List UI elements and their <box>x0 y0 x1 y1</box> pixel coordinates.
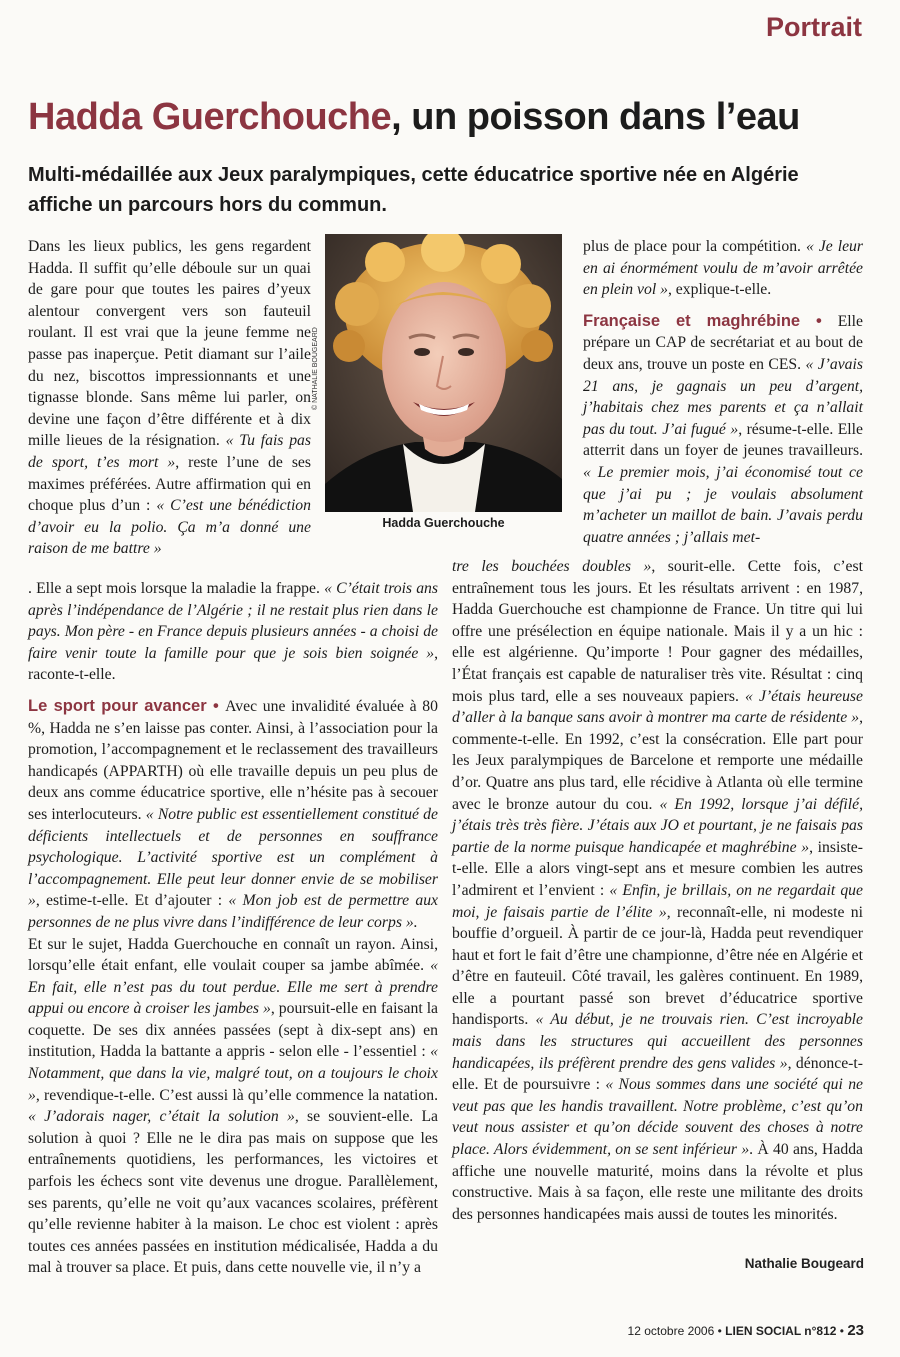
quote: « Je leur en ai énormément voulu de m’avoir arrêtée en plein vol » <box>583 238 864 299</box>
subhead: Multi-médaillée aux Jeux paralympiques, cette éducatrice sportive née en Algérie affiche un parcours hors du commun. <box>28 164 799 216</box>
bullet: • <box>800 311 838 330</box>
text-run: , raconte-t-elle. <box>28 644 438 684</box>
photo-credit: © NATHALIE BOUGEARD <box>312 327 319 410</box>
column-left <box>28 578 438 1279</box>
quote: « Enfin, je brillais, on ne regardait que moi, je faisais partie de l’élite » <box>452 881 863 921</box>
spacer <box>583 301 863 311</box>
headline-name: Hadda Guerchouche <box>28 96 392 138</box>
text-run: plus de place pour la compétition. <box>583 238 806 255</box>
column-right-top <box>583 236 863 548</box>
paragraph <box>583 236 863 301</box>
quote: « En 1992, lorsque j’ai défilé, j’étais très très fière. J’étais aux JO et pourtant, je ne faisais pas partie de la norme puisque handicapée et maghrébine » <box>452 795 863 856</box>
text-run: , sourit-elle. Cette fois, c’est entraînement tous les jours. Et les résultats arrivent : en 1987, Hadda Guerchouche est championne de France. Un titre qui lui offre une présélection en équipe nationale. Mais il y a un hic : elle est algérienne. Qu’importe ! Pour gagner des médailles, l’État français est capable de naturaliser très vite. Résultat : cinq mois plus tard, elle a ses nouveaux papiers. <box>452 558 863 705</box>
text-run: Elle prépare un CAP de secrétariat et au bout de deux ans, trouve un poste en CES. <box>583 312 863 373</box>
headline <box>28 96 878 139</box>
quote: « Mon job est de permettre aux personnes de ne plus vivre dans l’indifférence de leur corps ». <box>28 892 439 931</box>
quote: « Nous sommes dans une société qui ne veut pas que les handis travaillent. Notre problème, c’est qu’on veut nous assister et qu’on décide souvent des choses à notre place. Alors évidemment, on se sent inférieur » <box>452 1076 864 1159</box>
footer-separator: • <box>714 1324 726 1338</box>
column-right <box>452 556 863 1225</box>
paragraph <box>583 311 863 549</box>
text-run: Dans les lieux publics, les gens regardent Hadda. Il suffit qu’elle déboule sur un quai de gare pour que toutes les paires d’yeux alentour convergent vers son fauteuil roulant. Il est vrai que la jeune femme ne passe pas inaperçue. Petit diamant sur l’aile du nez, biscottos impressionnants et une tignasse blonde. Sans même lui parler, on devine une façon d’être différente et à dix mille lieues de la résignation. <box>28 238 311 450</box>
section-label: Portrait <box>765 12 862 42</box>
quote: « En fait, elle n’est pas du tout perdue. Elle me sert à prendre appui ou encore à croiser les jambes » <box>28 957 438 1018</box>
column-intro <box>28 236 311 560</box>
quote: « Le premier mois, j’ai économisé tout ce que j’ai pu ; je voulais absolument m’acheter un maillot de bain. J’avais perdu quatre années ; j’allais met- <box>583 463 863 546</box>
page-number: 23 <box>847 1322 864 1339</box>
text-run: , explique-t-elle. <box>667 281 772 299</box>
quote: « Tu fais pas de sport, t’es mort » <box>28 432 311 471</box>
text-run: , dénonce-t-elle. Et de poursuivre : <box>452 1054 863 1094</box>
quote: « C’est une bénédiction d’avoir eu la polio. Ça m’a donné une raison de me battre » <box>28 497 311 558</box>
text-run: , commente-t-elle. En 1992, c’est la consécration. Elle part pour les Jeux paralympiques de Barcelone et remporte une médaille d’or. Quatre ans plus tard, elle récidive à Atlanta où elle termine avec le bronze autour du cou. <box>452 709 863 813</box>
text-run: , estime-t-elle. Et d’ajouter : <box>35 892 229 910</box>
quote: « J’avais 21 ans, je gagnais un peu d’argent, j’habitais chez mes parents et ça n’allait pas du tout. J’ai fugué » <box>583 355 863 438</box>
quote: « Au début, je ne trouvais rien. C’est incroyable mais dans les structures qui accueillent des personnes handicapées, ils préfèrent prendre des gens valides » <box>452 1011 863 1072</box>
paragraph <box>452 556 863 1225</box>
text-run: , reconnaît-elle, ni modeste ni bouffie d’orgueil. À partir de ce jour-là, Hadda peut revendiquer haut et fort le fait d’être une championne, d’être née en Algérie et d’être en fauteuil. Côté travail, les galères continuent. En 1989, elle a pourtant passé son brevet d’éducatrice sportive handisports. <box>452 903 863 1029</box>
text-run: , poursuit-elle en faisant la coquette. De ses dix années passées (sept à dix-sept ans) en institution, Hadda la battante a appris - selon elle - l’essentiel : <box>28 1000 439 1061</box>
paragraph <box>28 696 438 934</box>
text-run: , reste l’une de ses maximes préférées. Autre affirmation qui en choque plus d’un : <box>28 453 311 515</box>
bullet: • <box>206 696 226 715</box>
text-run: , insiste-t-elle. Elle a alors vingt-sept ans et mesure combien les autres l’admirent et l’envient : <box>452 838 863 899</box>
footer-separator: • <box>836 1324 848 1338</box>
photo-caption: Hadda Guerchouche <box>382 516 505 530</box>
quote: « Notamment, que dans la vie, malgré tout, on a toujours le choix » <box>28 1043 438 1104</box>
quote: « J’étais heureuse d’aller à la banque sans avoir à montrer ma carte de résidente » <box>452 687 863 727</box>
quote: « J’adorais nager, c’était la solution » <box>28 1108 295 1126</box>
text-run: Et sur le sujet, Hadda Guerchouche en connaît un rayon. Ainsi, lorsqu’elle était enfant, elle voulait couper sa jambe abîmée. <box>28 935 438 975</box>
paragraph <box>28 934 438 1280</box>
issue-date: 12 octobre 2006 <box>627 1324 715 1338</box>
paragraph <box>28 578 438 686</box>
magazine-name: LIEN SOCIAL n°812 <box>725 1324 837 1338</box>
portrait-illustration <box>325 234 562 512</box>
text-run: , revendique-t-elle. C’est aussi là qu’elle commence la natation. <box>35 1086 438 1104</box>
page-footer <box>628 1322 864 1339</box>
portrait-photo <box>325 234 562 512</box>
quote: « Notre public est essentiellement constitué de déficients intellectuels et de personnes en souffrance psychologique. L’activité sportive est un complément à l’accompagnement. Elle peut leur donner envie de se mobiliser » <box>28 805 438 910</box>
intro-paragraph <box>28 236 311 560</box>
quote: « C’était trois ans après l’indépendance de l’Algérie ; il ne restait plus rien dans le pays. Mon père - en France depuis plusieurs années - a choisi de faire venir toute la famille pour que je sois bien soignée » <box>28 580 438 662</box>
text-run: Avec une invalidité évaluée à 80 %, Hadda ne s’en laisse pas conter. Ainsi, à l’association pour la promotion, l’accompagnement et le reclassement des travailleurs handicapés (APPARTH) où elle travaille depuis un peu plus de deux ans comme éducatrice sportive, elle n’hésite pas à secouer ses interlocuteurs. <box>28 697 438 823</box>
spacer <box>28 686 438 696</box>
text-run: , résume-t-elle. Elle atterrit dans un foyer de jeunes travailleurs. <box>583 420 863 460</box>
headline-rest: , un poisson dans l’eau <box>391 96 800 138</box>
quote: tre les bouchées doubles » <box>452 558 652 575</box>
text-run: . Elle a sept mois lorsque la maladie la frappe. <box>28 580 325 597</box>
text-run: . À 40 ans, Hadda affiche une nouvelle maturité, moins dans la révolte et plus constructive. Mais à sa façon, elle reste une militante des droits des personnes handicapées mais aussi de toutes les minorités. <box>452 1141 863 1223</box>
author-byline: Nathalie Bougeard <box>744 1256 864 1271</box>
subheading-francaise: Française et maghrébine <box>583 311 801 330</box>
subheading-sport: Le sport pour avancer <box>28 696 207 715</box>
text-run: , se souvient-elle. La solution à quoi ? Elle ne le dira pas mais on suppose que les entraînements quotidiens, les performances, les victoires et parfois les échecs sont vite devenus une drogue. Parallèlement, ses parents, qu’elle ne voit qu’aux vacances scolaires, préfèrent qu’elle revienne habiter à la maison. Le choc est violent : après toutes ces années passées en institution médicalisée, Hadda a du mal à trouver sa place. Et puis, dans cette nouvelle vie, il n’y a <box>28 1108 438 1277</box>
